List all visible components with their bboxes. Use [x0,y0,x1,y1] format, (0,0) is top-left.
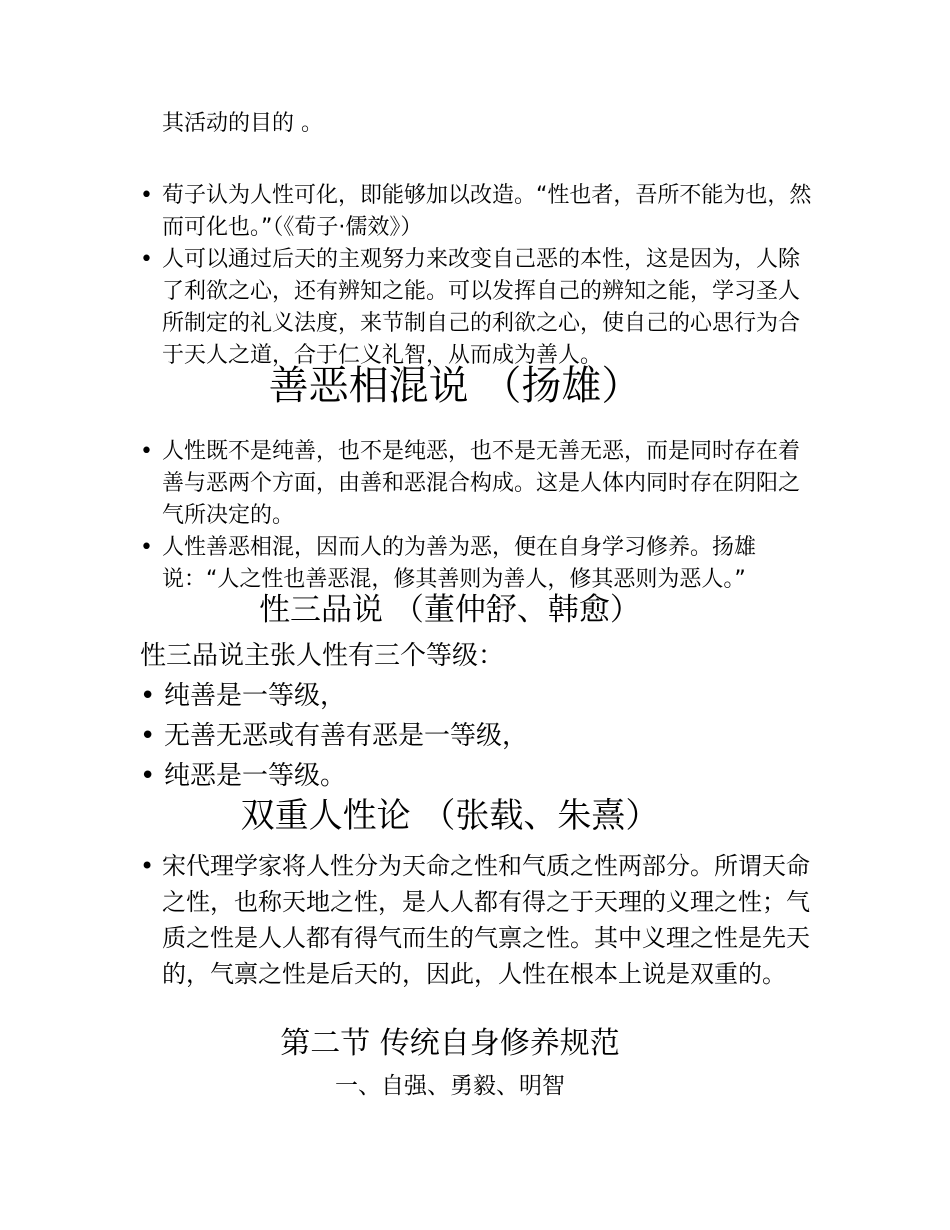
list-item-text: 人性既不是纯善，也不是纯恶，也不是无善无恶，而是同时存在着善与恶两个方面，由善和恶混合构成。这是人体内同时存在阴阳之气所决定的。 [162,439,801,528]
bullet-marker: • [140,535,153,560]
list-item [140,244,812,372]
list-item-text: 无善无恶或有善有恶是一等级， [164,721,529,751]
bullet-marker: • [140,439,153,464]
list-item-text: 纯恶是一等级。 [164,761,347,791]
section-two-title: 第二节 传统自身修养规范 [280,1026,620,1061]
list-item [140,676,820,716]
intro-fragment: 其活动的目的 。 [162,111,323,136]
bullet-marker: • [140,761,156,791]
bullet-marker: • [140,247,153,272]
list-item-text: 纯善是一等级， [164,681,347,711]
section-heading-sanpin: 性三品说 （董仲舒、韩愈） [259,592,641,628]
sanpin-lead: 性三品说主张人性有三个等级： [140,641,505,671]
bullet-marker: • [140,852,155,880]
shuangchong-bullet-list [140,848,812,992]
bullet-marker: • [140,183,153,208]
list-item [140,180,812,244]
xunzi-bullet-list [140,180,812,372]
list-item [140,436,812,532]
bullet-marker: • [140,721,156,751]
list-item [140,848,812,992]
bullet-marker: • [140,681,156,711]
section-heading-yangxiong: 善恶相混说 （扬雄） [268,363,642,409]
list-item [140,532,812,596]
list-item-text: 人性善恶相混，因而人的为善为恶，便在自身学习修养。扬雄说：“人之性也善恶混，修其善则为善人，修其恶则为恶人。” [162,535,757,592]
yangxiong-bullet-list [140,436,812,596]
list-item-text: 荀子认为人性可化，即能够加以改造。“性也者，吾所不能为也，然而可化也。”（《荀子·儒效》） [162,183,812,240]
list-item [140,756,820,796]
section-two-subtitle: 一、自强、勇毅、明智 [335,1073,565,1099]
list-item-text: 宋代理学家将人性分为天命之性和气质之性两部分。所谓天命之性，也称天地之性，是人人都有得之于天理的义理之性；气质之性是人人都有得气而生的气禀之性。其中义理之性是先天的，气禀之性是后天的，因此，人性在根本上说是双重的。 [162,852,810,988]
list-item [140,716,820,756]
list-item-text: 人可以通过后天的主观努力来改变自己恶的本性，这是因为，人除了利欲之心，还有辨知之能。可以发挥自己的辨知之能，学习圣人所制定的礼义法度，来节制自己的利欲之心，使自己的心思行为合于天人之道，合于仁义礼智，从而成为善人。 [162,247,801,368]
sanpin-bullet-list [140,676,820,796]
section-heading-shuangchong: 双重人性论 （张载、朱熹） [240,796,660,836]
